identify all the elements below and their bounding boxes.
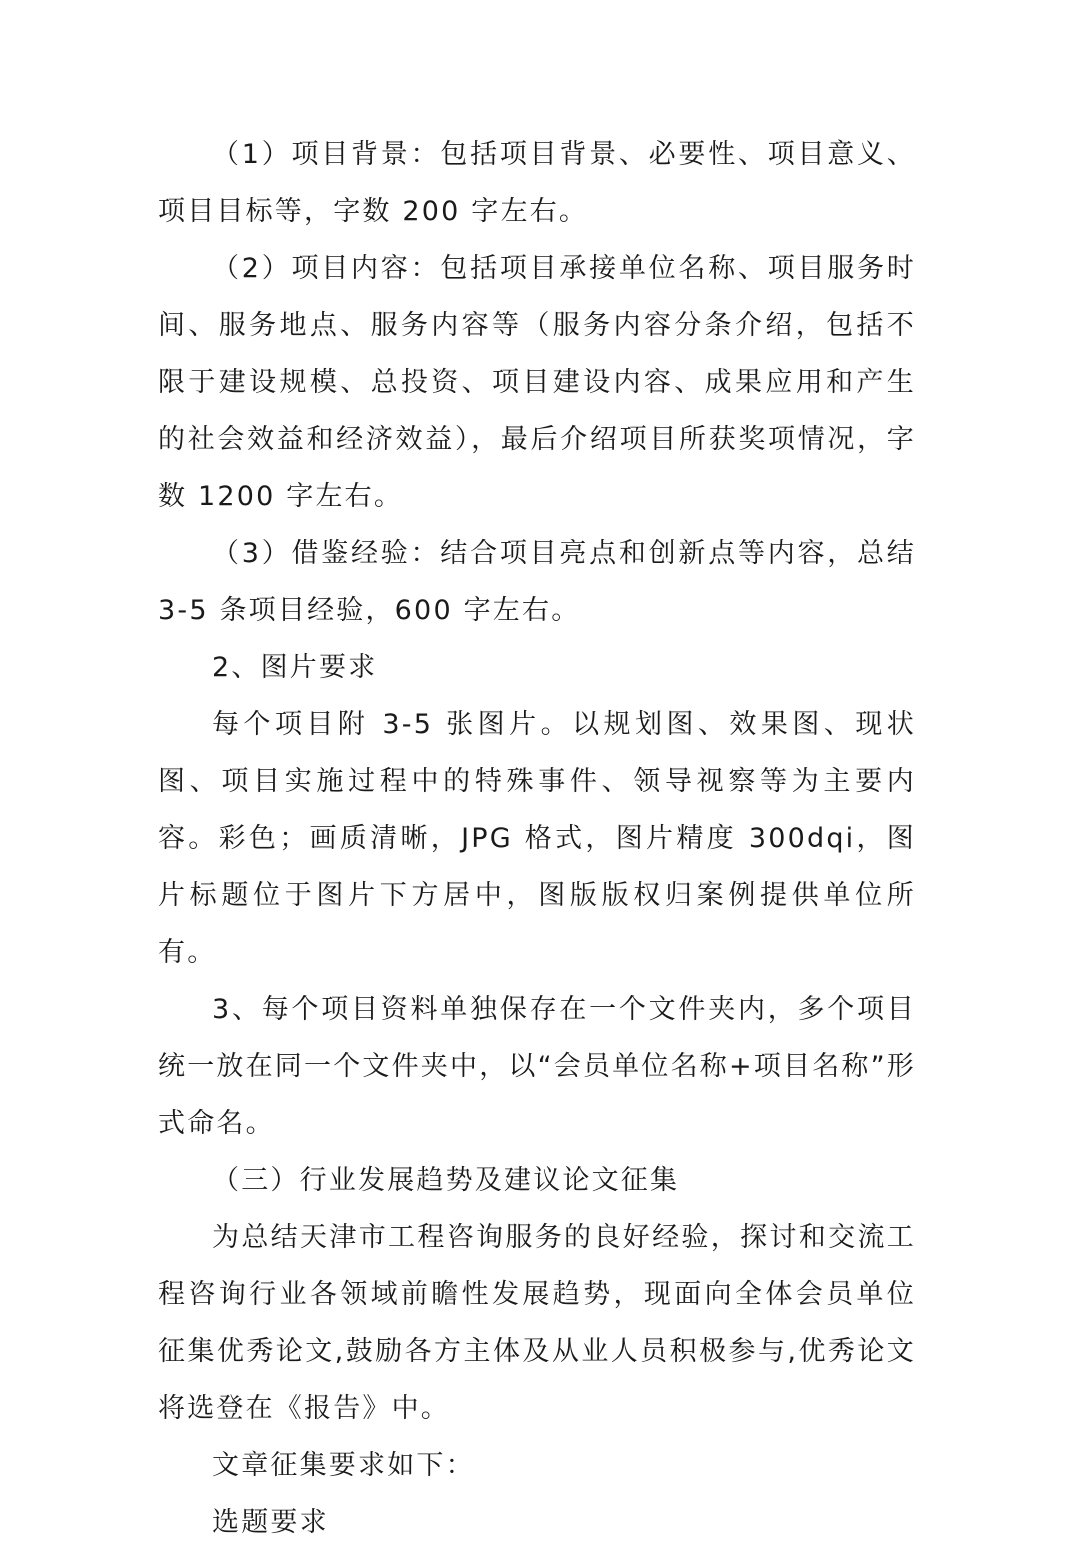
paragraph-project-background: （1）项目背景：包括项目背景、必要性、项目意义、项目目标等，字数 200 字左右。	[158, 139, 916, 227]
heading-topic-requirements: 选题要求	[212, 1507, 329, 1538]
paragraph-paper-collection: 为总结天津市工程咨询服务的良好经验，探讨和交流工程咨询行业各领域前瞻性发展趋势，现面向全体会员单位征集优秀论文,鼓励各方主体及从业人员积极参与,优秀论文将选登在《报告》中。	[158, 1222, 916, 1424]
paragraph-folder-requirements: 3、每个项目资料单独保存在一个文件夹内，多个项目统一放在同一个文件夹中，以“会员单位名称+项目名称”形式命名。	[158, 994, 916, 1139]
paragraph-collection-requirements: 文章征集要求如下：	[212, 1450, 475, 1481]
paragraph-lessons-learned: （3）借鉴经验：结合项目亮点和创新点等内容，总结 3-5 条项目经验，600 字左右。	[158, 538, 916, 626]
paragraph-project-content: （2）项目内容：包括项目承接单位名称、项目服务时间、服务地点、服务内容等（服务内容分条介绍，包括不限于建设规模、总投资、项目建设内容、成果应用和产生的社会效益和经济效益），最后介绍项目所获奖项情况，字数 1200 字左右。	[158, 253, 916, 512]
paragraph-image-requirements: 每个项目附 3-5 张图片。以规划图、效果图、现状图、项目实施过程中的特殊事件、领导视察等为主要内容。彩色；画质清晰，JPG 格式，图片精度 300dqi，图片标题位于图片下方居中，图版版权归案例提供单位所有。	[158, 709, 916, 968]
document-body	[158, 126, 916, 1551]
heading-image-requirements: 2、图片要求	[212, 652, 378, 683]
heading-paper-collection: （三）行业发展趋势及建议论文征集	[212, 1165, 680, 1196]
